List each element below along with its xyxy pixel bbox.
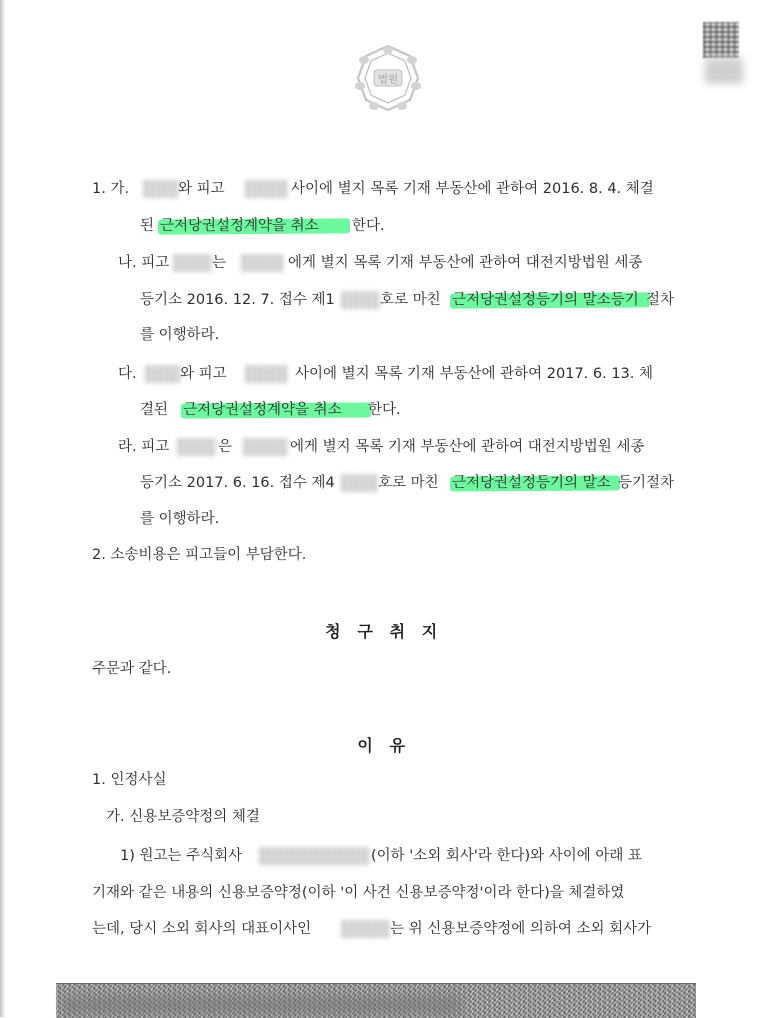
order-text: 와 피고 (180, 366, 227, 382)
order-text: 한다. (352, 218, 385, 234)
paragraph-text: 는 위 신용보증약정에 의하여 소외 회사가 (390, 921, 652, 937)
highlighted-text: 근저당권설정계약을 취소 (183, 402, 342, 418)
court-seal-logo (352, 42, 424, 116)
order-text: 사이에 별지 목록 기재 부동산에 관하여 2017. 6. 13. 체 (295, 366, 654, 382)
paragraph-text: 는데, 당시 소외 회사의 대표이사인 (92, 921, 312, 937)
order-text: 에게 별지 목록 기재 부동산에 관하여 대전지방법원 세종 (288, 255, 643, 271)
order-text: 는 (212, 255, 227, 271)
order-text: 나. 피고 (118, 255, 170, 271)
order-text: 라. 피고 (118, 439, 170, 455)
redacted-name (244, 180, 288, 198)
order-text: 절차 (646, 292, 675, 308)
paragraph-1-line-2 (0, 878, 768, 908)
order-item-1-ra-line-2 (0, 468, 768, 498)
redacted-name (142, 180, 178, 198)
redacted-footer (62, 996, 462, 1014)
qr-code-icon (703, 22, 739, 58)
order-text: 등기소 2016. 12. 7. 접수 제1 (140, 292, 335, 308)
order-item-2 (0, 540, 768, 570)
order-item-1-ra-line-3 (0, 504, 768, 534)
order-text: 를 이행하라. (140, 327, 220, 343)
order-item-1-na-line-1 (0, 248, 768, 278)
order-text: 사이에 별지 목록 기재 부동산에 관하여 2016. 8. 4. 체결 (291, 181, 654, 197)
redacted-name (176, 438, 216, 456)
redacted-name (144, 365, 180, 383)
seal-label: 법원 (377, 73, 399, 86)
order-text: 에게 별지 목록 기재 부동산에 관하여 대전지방법원 세종 (290, 439, 645, 455)
claim-text (0, 654, 768, 684)
order-text: 된 (140, 218, 155, 234)
section-title: 1. 인정사실 (92, 772, 167, 788)
order-text: 결된 (140, 402, 169, 418)
order-text: 등기소 2017. 6. 16. 접수 제4 (140, 475, 335, 491)
heading-reason: 이 유 (357, 736, 411, 755)
order-text: 한다. (368, 402, 401, 418)
paragraph-text: 기재와 같은 내용의 신용보증약정(이하 '이 사건 신용보증약정'이라 한다)을 체결하였 (92, 885, 625, 901)
order-text: 를 이행하라. (140, 511, 220, 527)
order-item-1-na-line-3 (0, 320, 768, 350)
redacted-number (340, 291, 380, 309)
order-text: 등기절차 (618, 475, 675, 491)
order-text: 1. 가. (92, 181, 130, 197)
redacted-barcode (705, 58, 743, 84)
order-text: 은 (218, 439, 233, 455)
heading-claim-purpose: 청 구 취 지 (325, 622, 443, 641)
order-item-1-ga-line-1 (0, 174, 768, 204)
redacted-company (258, 847, 370, 865)
paragraph-1-line-3 (0, 914, 768, 944)
redacted-name (242, 438, 288, 456)
order-text: 2. 소송비용은 피고들이 부담한다. (92, 547, 307, 563)
redacted-name (172, 254, 212, 272)
order-text: 와 피고 (178, 181, 225, 197)
order-text: 다. (118, 366, 137, 382)
highlighted-text: 근저당권설정등기의 말소등기 (452, 292, 639, 308)
redacted-name (240, 254, 284, 272)
order-text: 호로 마친 (380, 292, 441, 308)
section-1-title (0, 765, 768, 795)
order-item-1-da-line-1 (0, 359, 768, 389)
redacted-number (340, 474, 378, 492)
order-item-1-na-line-2 (0, 285, 768, 315)
paragraph-text: (이하 '소외 회사'라 한다)와 사이에 아래 표 (371, 848, 643, 864)
paragraph-1-line-1 (0, 841, 768, 871)
order-text: 호로 마친 (378, 475, 439, 491)
order-item-1-ga-line-2 (0, 211, 768, 241)
subsection-title: 가. 신용보증약정의 체결 (106, 809, 260, 825)
subsection-ga-title (0, 802, 768, 832)
order-item-1-ra-line-1 (0, 432, 768, 462)
claim-text-content: 주문과 같다. (92, 661, 172, 677)
order-item-1-da-line-2 (0, 395, 768, 425)
redacted-name (340, 920, 390, 938)
highlighted-text: 근저당권설정등기의 말소 (452, 475, 611, 491)
redacted-name (244, 365, 288, 383)
highlighted-text: 근저당권설정계약을 취소 (160, 218, 319, 234)
paragraph-text: 1) 원고는 주식회사 (120, 848, 243, 864)
